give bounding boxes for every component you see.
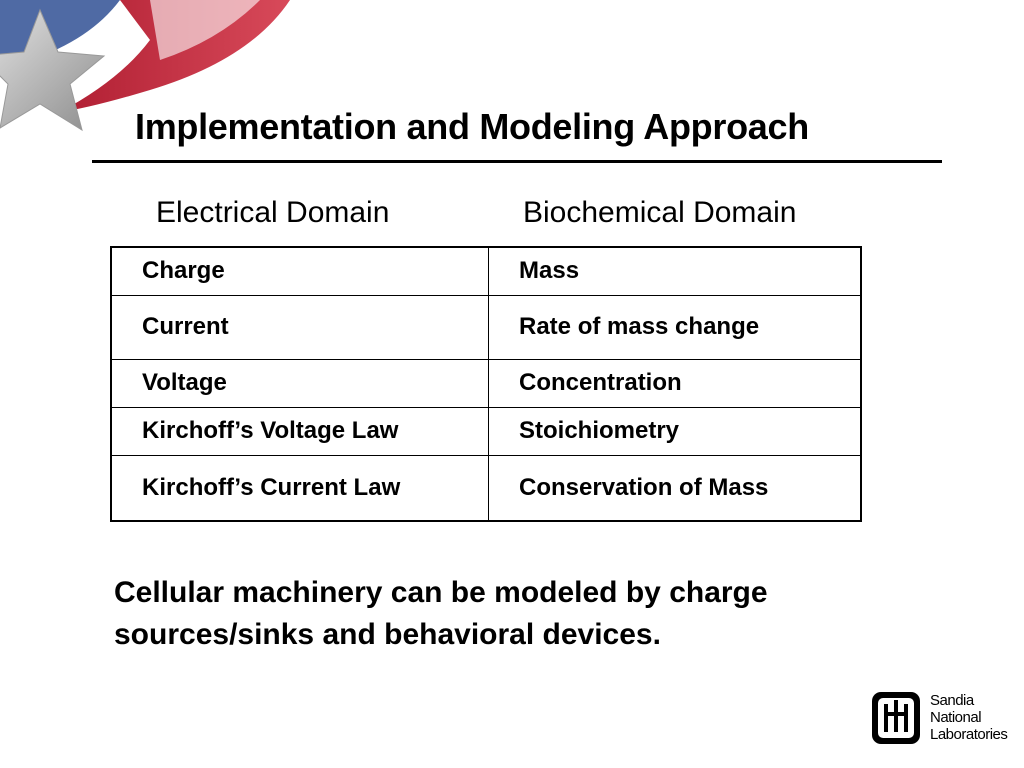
table-row [111, 247, 861, 295]
electrical-cell: Current [111, 295, 489, 359]
biochemical-cell: Rate of mass change [489, 295, 862, 359]
biochemical-cell: Mass [489, 247, 862, 295]
sandia-thunderbird-icon [870, 690, 922, 746]
table-row [111, 407, 861, 455]
table-row [111, 295, 861, 359]
logo-line: Sandia [930, 692, 974, 709]
title-underline [92, 160, 942, 163]
logo-line: National [930, 709, 982, 726]
summary-text: Cellular machinery can be modeled by charge sources/sinks and behavioral devices. [114, 576, 768, 651]
table-row [111, 359, 861, 407]
column-heading-electrical: Electrical Domain [156, 196, 390, 229]
electrical-cell: Kirchoff’s Voltage Law [111, 407, 489, 455]
electrical-cell: Kirchoff’s Current Law [111, 455, 489, 521]
domain-mapping-table [110, 246, 862, 522]
table-row [111, 455, 861, 521]
logo-line: Laboratories [930, 726, 1008, 743]
sandia-logo-text [930, 692, 1007, 743]
biochemical-cell: Concentration [489, 359, 862, 407]
sandia-logo [870, 690, 1020, 746]
slide-title: Implementation and Modeling Approach [135, 106, 809, 147]
biochemical-cell: Stoichiometry [489, 407, 862, 455]
column-heading-biochemical: Biochemical Domain [523, 196, 797, 229]
biochemical-cell: Conservation of Mass [489, 455, 862, 521]
electrical-cell: Charge [111, 247, 489, 295]
electrical-cell: Voltage [111, 359, 489, 407]
